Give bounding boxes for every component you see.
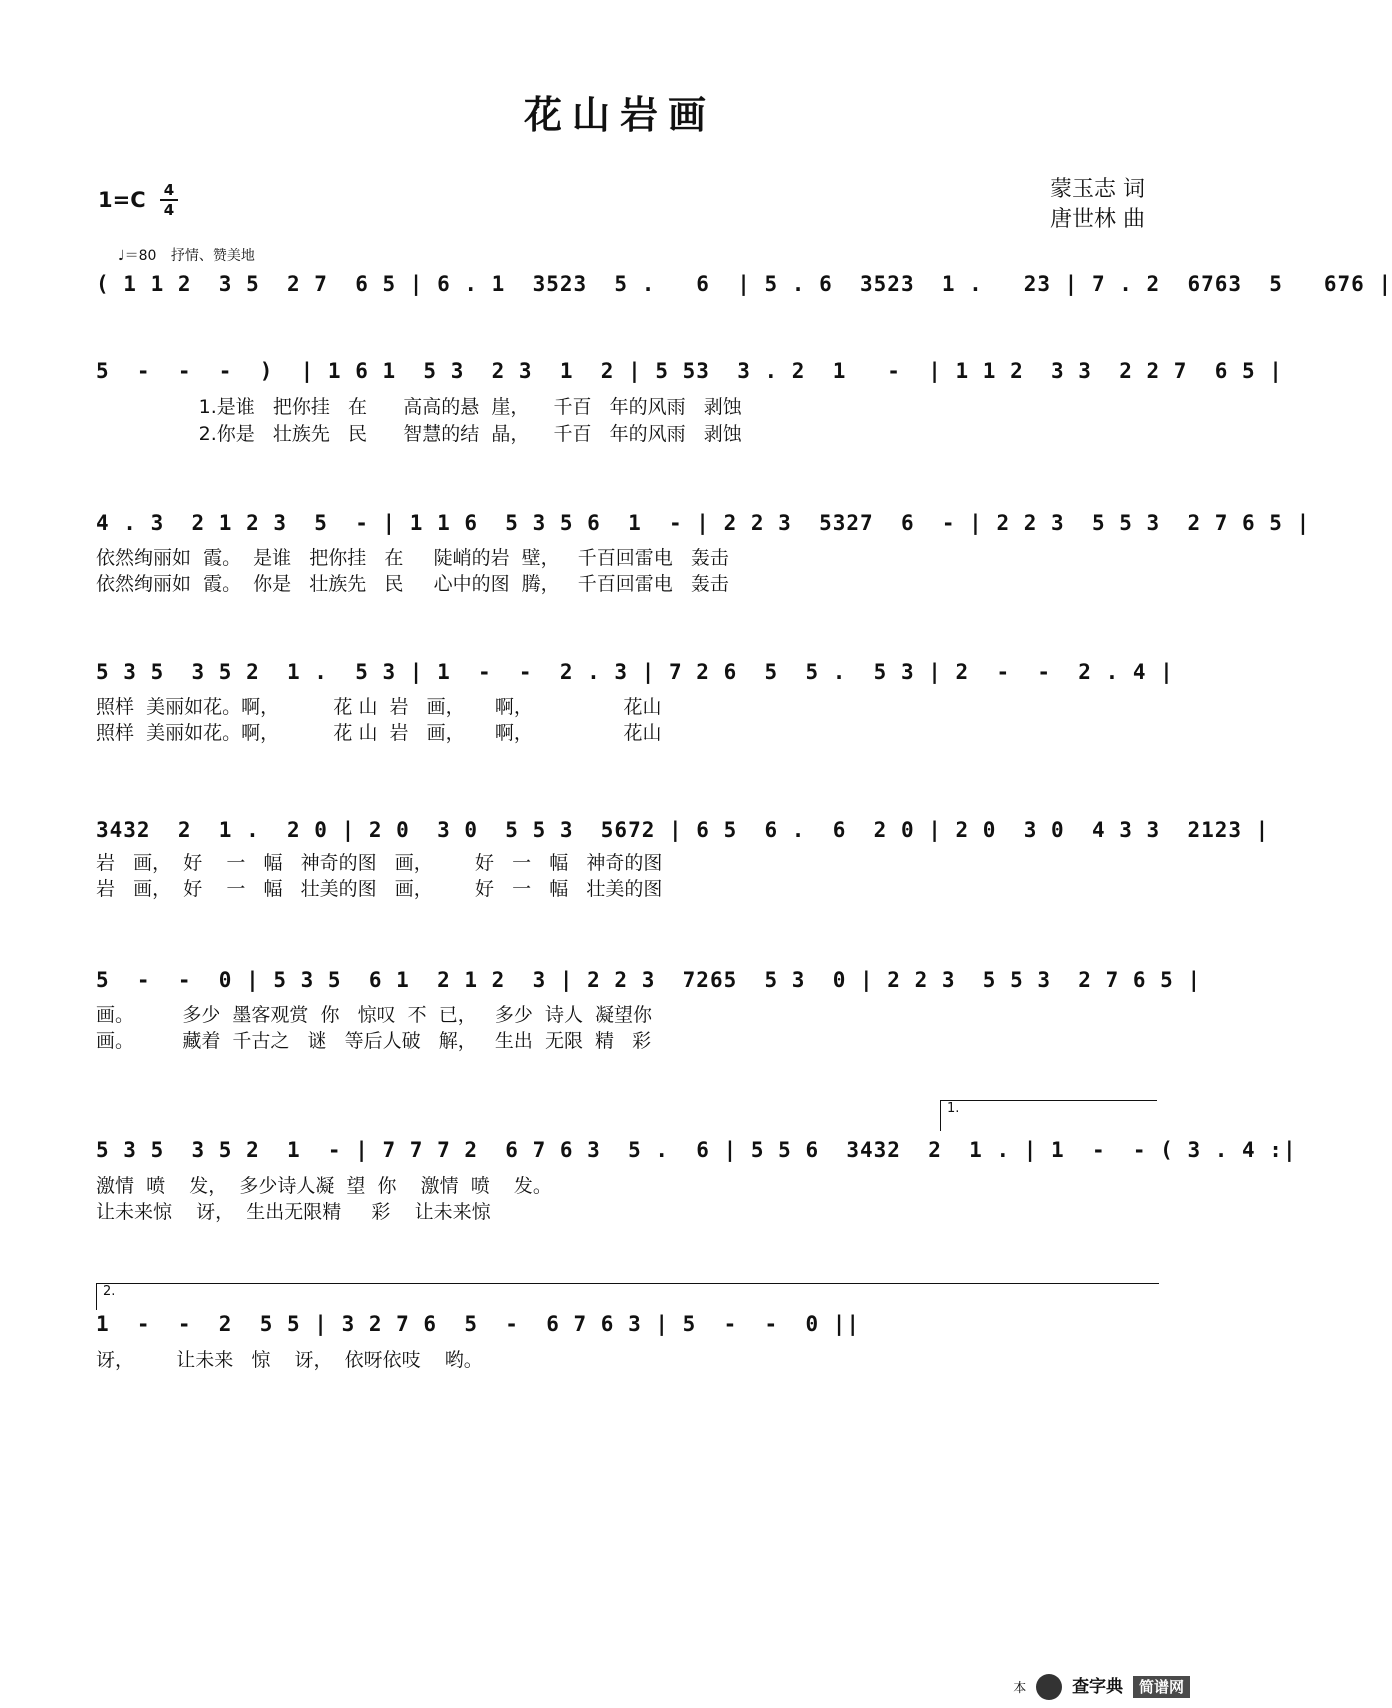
credits bbox=[1050, 175, 1145, 235]
system-7-lyric-2: 让未来惊 讶， 生出无限精 彩 让未来惊 bbox=[96, 1201, 491, 1223]
system-6-lyric-2: 画。 藏着 千古之 谜 等后人破 解， 生出 无限 精 彩 bbox=[96, 1030, 652, 1052]
system-3-lyric-2: 依然绚丽如 霞。 你是 壮族先 民 心中的图 腾， 千百回雷电 轰击 bbox=[96, 573, 729, 595]
system-2-notes: 5 - - - ) | 1 6 1 5 3 2 3 1 2 | 5 53 3 . 2 1 - | 1 1 2 3 3 2 2 7 6 5 | bbox=[96, 359, 1283, 383]
system-1-notes: ( 1 1 2 3 5 2 7 6 5 | 6 . 1 3523 5 . 6 | 5 . 6 3523 1 . 23 | 7 . 2 6763 5 676 | bbox=[96, 272, 1392, 296]
composer: 唐世林 曲 bbox=[1050, 207, 1145, 232]
system-6-notes: 5 - - 0 | 5 3 5 6 1 2 1 2 3 | 2 2 3 7265 5 3 0 | 2 2 3 5 5 3 2 7 6 5 | bbox=[96, 968, 1202, 992]
lyricist: 蒙玉志 词 bbox=[1050, 177, 1145, 202]
footer-site: 查字典 bbox=[1072, 1677, 1124, 1697]
system-3-notes: 4 . 3 2 1 2 3 5 - | 1 1 6 5 3 5 6 1 - | 2 2 3 5327 6 - | 2 2 3 5 5 3 2 7 6 5 | bbox=[96, 511, 1311, 535]
system-5-lyric-2: 岩 画， 好 一 幅 壮美的图 画， 好 一 幅 壮美的图 bbox=[96, 878, 663, 900]
time-signature-bottom: 4 bbox=[163, 201, 175, 219]
system-4-notes: 5 3 5 3 5 2 1 . 5 3 | 1 - - 2 . 3 | 7 2 6 5 5 . 5 3 | 2 - - 2 . 4 | bbox=[96, 660, 1174, 684]
system-4-lyric-1: 照样 美丽如花。啊， 花 山 岩 画， 啊， 花山 bbox=[96, 696, 662, 718]
volta-2-label: 2. bbox=[103, 1284, 116, 1299]
song-title: 花山岩画 bbox=[523, 93, 716, 137]
system-5-lyric-1: 岩 画， 好 一 幅 神奇的图 画， 好 一 幅 神奇的图 bbox=[96, 852, 663, 874]
system-5-notes: 3432 2 1 . 2 0 | 2 0 3 0 5 5 3 5672 | 6 5 6 . 6 2 0 | 2 0 3 0 4 3 3 2123 | bbox=[96, 818, 1270, 842]
system-3-lyric-1: 依然绚丽如 霞。 是谁 把你挂 在 陡峭的岩 壁， 千百回雷电 轰击 bbox=[96, 547, 729, 569]
footer-prefix: 本 bbox=[1013, 1681, 1027, 1696]
volta-1-label: 1. bbox=[947, 1101, 960, 1116]
tempo-mark: ♩＝80 bbox=[118, 248, 157, 264]
volta-1-bracket bbox=[940, 1100, 1157, 1131]
volta-2-bracket bbox=[96, 1283, 1159, 1310]
system-6-lyric-1: 画。 多少 墨客观赏 你 惊叹 不 已， 多少 诗人 凝望你 bbox=[96, 1004, 653, 1026]
tempo-expression: 抒情、赞美地 bbox=[170, 248, 255, 264]
time-signature bbox=[160, 182, 178, 218]
footer-watermark bbox=[1013, 1672, 1190, 1700]
site-logo-icon bbox=[1036, 1674, 1062, 1700]
system-7-notes: 5 3 5 3 5 2 1 - | 7 7 7 2 6 7 6 3 5 . 6 | 5 5 6 3432 2 1 . | 1 - - ( 3 . 4 :| bbox=[96, 1138, 1297, 1162]
footer-badge: 简谱网 bbox=[1133, 1676, 1190, 1698]
system-8-lyric-1: 讶， 让未来 惊 讶， 依呀依吱 哟。 bbox=[96, 1349, 483, 1371]
key-signature: 1=C bbox=[98, 188, 146, 212]
time-signature-top: 4 bbox=[163, 181, 175, 199]
system-8-notes: 1 - - 2 5 5 | 3 2 7 6 5 - 6 7 6 3 | 5 - - 0 || bbox=[96, 1312, 861, 1336]
system-4-lyric-2: 照样 美丽如花。啊， 花 山 岩 画， 啊， 花山 bbox=[96, 722, 662, 744]
tempo-marking bbox=[118, 245, 255, 265]
system-2-lyric-1: 1.是谁 把你挂 在 高高的悬 崖， 千百 年的风雨 剥蚀 bbox=[96, 396, 742, 418]
system-7-lyric-1: 激情 喷 发， 多少诗人凝 望 你 激情 喷 发。 bbox=[96, 1175, 552, 1197]
system-2-lyric-2: 2.你是 壮族先 民 智慧的结 晶， 千百 年的风雨 剥蚀 bbox=[96, 423, 742, 445]
